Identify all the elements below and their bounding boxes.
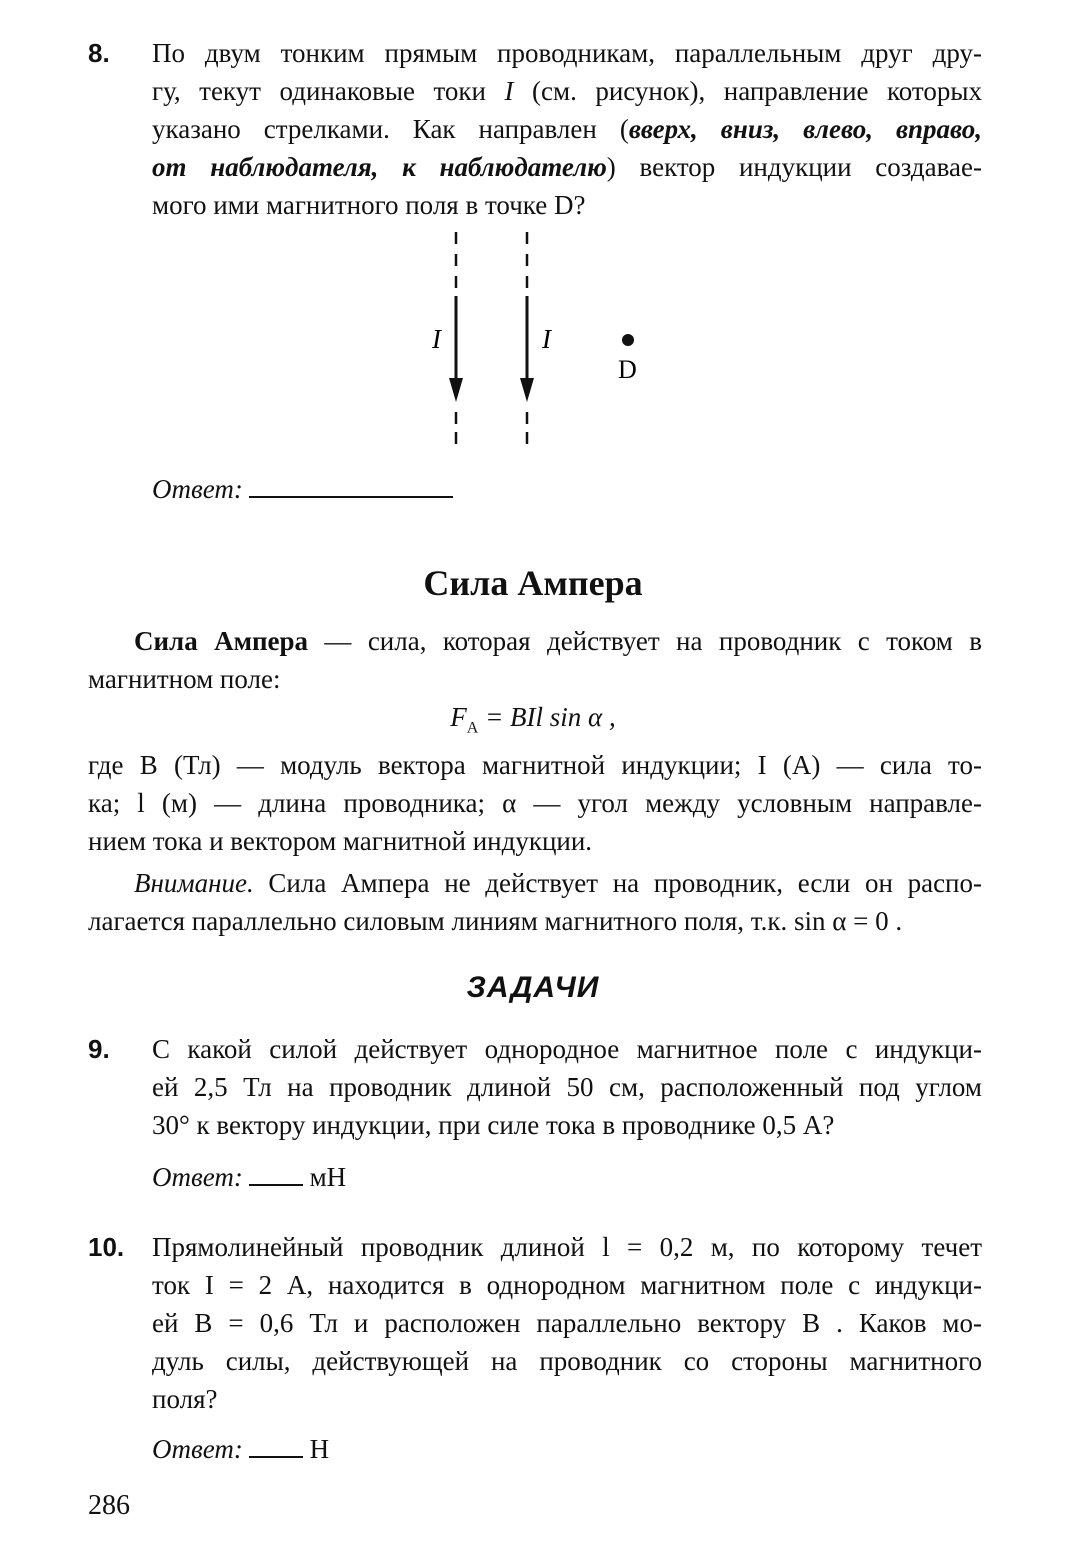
section-title: Сила Ампера	[423, 563, 643, 603]
tasks-heading: ЗАДАЧИ	[466, 971, 600, 1004]
problem-10-line-2: ток I = 2 А, находится в однородном магнитном поле с индукци-	[152, 1270, 982, 1300]
answer-blank[interactable]	[249, 474, 453, 498]
where-line-2: ка; l (м) — длина проводника; α — угол между условным направле-	[88, 788, 982, 818]
text-segment: указано стрелками. Как направлен (	[152, 114, 629, 144]
answer-unit: мН	[309, 1162, 347, 1192]
right-current-label: I	[542, 324, 551, 354]
point-d-label: D	[618, 355, 637, 384]
right-conductor	[520, 232, 534, 444]
formula-symbol: F	[450, 702, 467, 732]
problem-10-line-4: дуль силы, действующей на проводник со стороны магнитного	[152, 1346, 982, 1376]
problem-8-line-2	[152, 72, 982, 110]
problem-8-line-1: По двум тонким прямым проводникам, параллельным друг дру-	[152, 38, 982, 68]
text-segment: гу, текут одинаковые токи	[152, 76, 505, 106]
current-symbol: I	[504, 76, 514, 106]
answer-label: Ответ:	[152, 1162, 243, 1192]
answer-options: от наблюдателя, к наблюдателю	[152, 152, 607, 182]
formula-subscript: А	[466, 719, 479, 737]
problem-9-line-2: ей 2,5 Тл на проводник длиной 50 см, расположенный под углом	[152, 1072, 982, 1102]
problem-10-line-3: ей B = 0,6 Тл и расположен параллельно вектору B . Каков мо-	[152, 1308, 982, 1338]
problem-number: 10.	[88, 1232, 125, 1262]
definition-line-1	[134, 622, 982, 660]
answer-label: Ответ:	[152, 1434, 243, 1464]
definition-line-2: магнитном поле:	[88, 664, 281, 694]
where-line-3: нием тока и вектором магнитной индукции.	[88, 826, 593, 856]
term: Сила Ампера	[134, 626, 309, 656]
problem-8-line-4	[152, 148, 982, 186]
point-d-dot	[622, 334, 634, 346]
left-conductor	[449, 232, 463, 444]
problem-10-answer	[152, 1430, 329, 1468]
page-number: 286	[88, 1490, 130, 1521]
conductors-figure	[400, 230, 660, 460]
problem-8-answer	[152, 470, 453, 508]
problem-9-line-1: С какой силой действует однородное магнитное поле с индукци-	[152, 1034, 982, 1064]
problem-10-line-5: поля?	[152, 1384, 218, 1414]
answer-options: вверх, вниз, влево, вправо,	[628, 114, 982, 144]
problem-9-line-3: 30° к вектору индукции, при силе тока в проводнике 0,5 А?	[152, 1110, 835, 1140]
answer-unit: Н	[309, 1434, 330, 1464]
answer-blank[interactable]	[249, 1434, 303, 1458]
text-segment: — сила, которая действует на проводник с током в	[308, 626, 983, 656]
warning-line-1	[134, 864, 982, 902]
formula-body: = BIl sin α ,	[478, 702, 616, 732]
text-segment: Сила Ампера не действует на проводник, если он распо-	[253, 868, 982, 898]
problem-8-line-5: мого ими магнитного поля в точке D?	[152, 190, 586, 220]
warning-line-2: лагается параллельно силовым линиям магнитного поля, т.к. sin α = 0 .	[88, 906, 903, 936]
warning-label: Внимание.	[134, 868, 254, 898]
problem-number: 9.	[88, 1034, 110, 1064]
problem-number: 8.	[88, 38, 110, 68]
problem-10-line-1: Прямолинейный проводник длиной l = 0,2 м, по которому течет	[152, 1232, 982, 1262]
answer-label: Ответ:	[152, 474, 243, 504]
text-segment: ) вектор индукции создавае-	[606, 152, 983, 182]
ampere-formula	[0, 698, 1066, 747]
text-segment: (см. рисунок), направление которых	[513, 76, 982, 106]
left-current-label: I	[432, 324, 441, 354]
answer-blank[interactable]	[249, 1162, 303, 1186]
where-line-1: где B (Тл) — модуль вектора магнитной индукции; I (А) — сила то-	[88, 750, 982, 780]
problem-9-answer	[152, 1158, 346, 1196]
problem-8-line-3	[152, 110, 982, 148]
